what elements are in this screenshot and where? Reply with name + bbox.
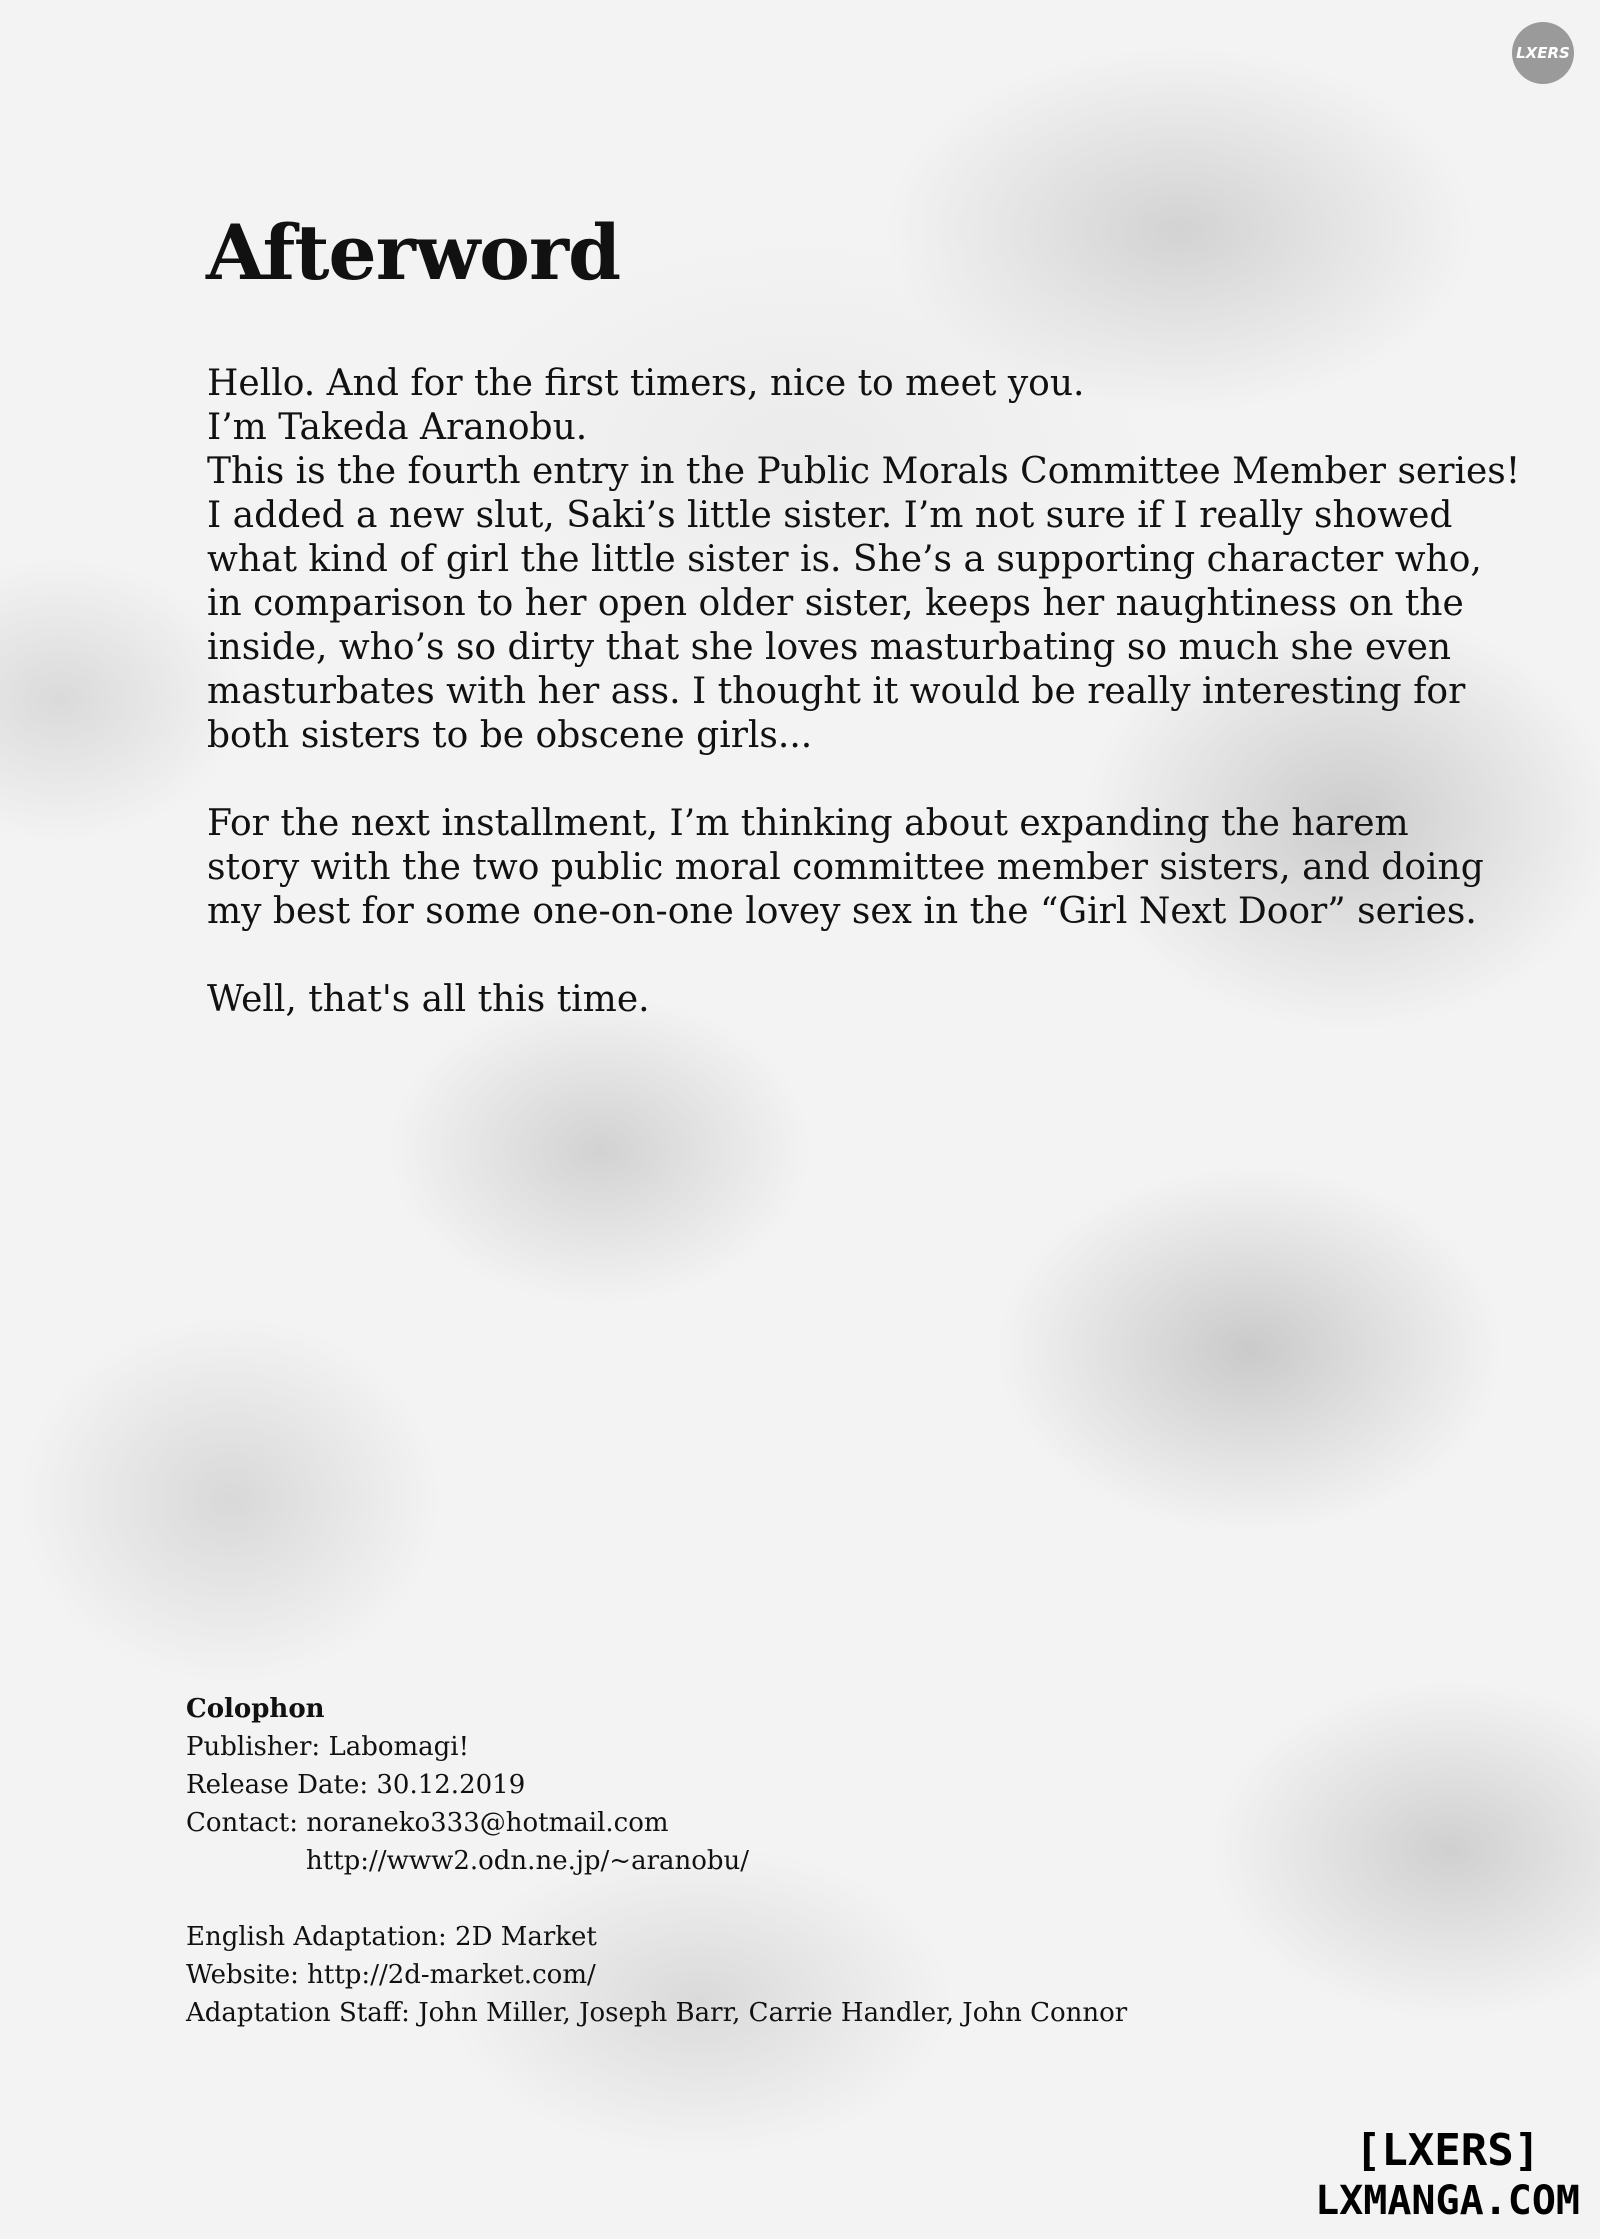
afterword-body [207,362,1521,1066]
text-line: I’m Takeda Aranobu. [207,407,588,448]
page-title: Afterword [206,208,621,297]
paragraph-2 [207,802,1484,934]
text-line: I added a new slut, Saki’s little sister. I’m not sure if I really showed [207,495,1453,536]
text-line: both sisters to be obscene girls... [207,715,813,756]
colophon-english-adaptation: English Adaptation: 2D Market [186,1922,597,1952]
paragraph-1 [207,362,1521,758]
colophon-staff: Adaptation Staff: John Miller, Joseph Barr, Carrie Handler, John Connor [186,1998,1128,2028]
text-line: my best for some one-on-one lovey sex in the “Girl Next Door” series. [207,891,1477,932]
watermark-line-2: LXMANGA.COM [1315,2178,1580,2224]
lxers-badge-logo: LXERS [1512,22,1574,84]
paragraph-3 [207,978,1467,1022]
text-line: story with the two public moral committee member sisters, and doing [207,847,1484,888]
colophon-contact-url: http://www2.odn.ne.jp/~aranobu/ [306,1846,750,1876]
text-line: in comparison to her open older sister, keeps her naughtiness on the [207,583,1464,624]
colophon [186,1690,1127,2032]
colophon-heading: Colophon [186,1694,325,1724]
spacer [186,1880,1127,1918]
text-line: Hello. And for the first timers, nice to meet you. [207,363,1085,404]
text-line: This is the fourth entry in the Public Morals Committee Member series! [207,451,1521,492]
colophon-publisher: Publisher: Labomagi! [186,1732,470,1762]
text-line: inside, who’s so dirty that she loves masturbating so much she even [207,627,1452,668]
colophon-release-date: Release Date: 30.12.2019 [186,1770,526,1800]
text-line: For the next installment, I’m thinking about expanding the harem [207,803,1409,844]
colophon-contact: Contact: noraneko333@hotmail.com [186,1808,669,1838]
text-line: masturbates with her ass. I thought it would be really interesting for [207,671,1466,712]
text-line: Well, that's all this time. [207,979,650,1020]
watermark-line-1: [LXERS] [1354,2125,1541,2176]
text-line: what kind of girl the little sister is. She’s a supporting character who, [207,539,1482,580]
colophon-website: Website: http://2d-market.com/ [186,1960,596,1990]
site-watermark [1315,2126,1580,2226]
